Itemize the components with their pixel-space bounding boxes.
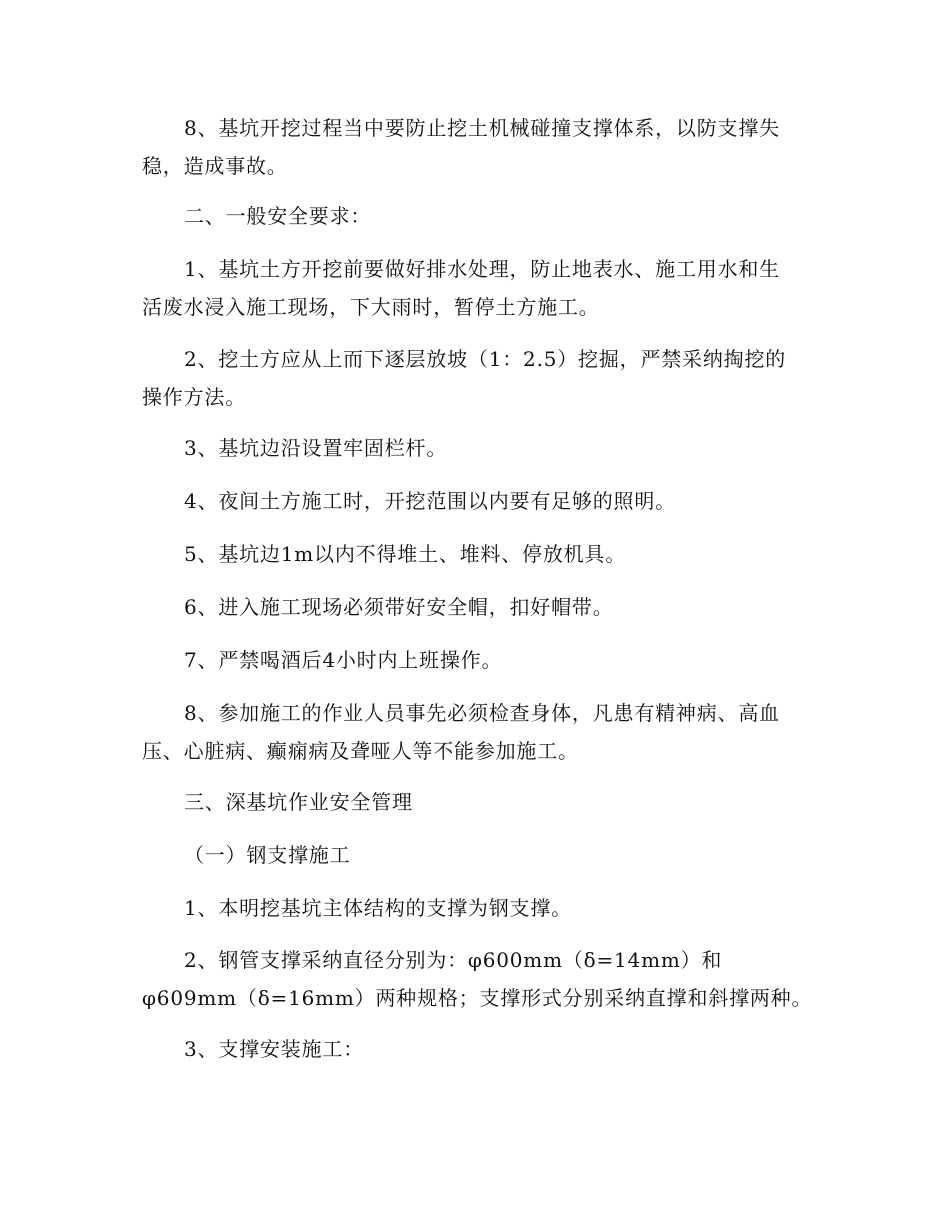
paragraph-edge-clearance — [142, 535, 812, 573]
paragraph-line: 1、基坑土方开挖前要做好排水处理，防止地表水、施工用水和生 — [184, 257, 780, 281]
paragraph-line: 4、夜间土方施工时，开挖范围以内要有足够的照明。 — [184, 489, 676, 513]
paragraph-slope-excavation — [142, 340, 812, 416]
paragraph-line: 8、参加施工的作业人员事先必须检查身体，凡患有精神病、高血 — [184, 701, 780, 725]
paragraph-night-lighting — [142, 482, 812, 520]
paragraph-no-drinking — [142, 641, 812, 679]
paragraph-excavation-collision — [142, 109, 812, 185]
paragraph-line: （一）钢支撑施工 — [184, 843, 351, 867]
paragraph-line: 1、本明挖基坑主体结构的支撑为钢支撑。 — [184, 896, 572, 920]
paragraph-line: 压、心脏病、癫痫病及聋哑人等不能参加施工。 — [142, 739, 579, 763]
paragraph-line: 活废水浸入施工现场，下大雨时，暂停土方施工。 — [142, 295, 600, 319]
paragraph-line: 3、基坑边沿设置牢固栏杆。 — [184, 436, 448, 460]
paragraph-drainage — [142, 250, 812, 326]
paragraph-railing — [142, 429, 812, 467]
paragraph-line: 操作方法。 — [142, 385, 246, 409]
paragraph-helmet — [142, 588, 812, 626]
paragraph-line: 3、支撑安装施工： — [184, 1037, 364, 1061]
paragraph-line: 2、钢管支撑采纳直径分别为：φ600mm（δ=14mm）和 — [184, 948, 723, 972]
paragraph-health-check — [142, 694, 812, 770]
subheading-steel-support — [142, 836, 812, 874]
paragraph-line: 三、深基坑作业安全管理 — [184, 790, 413, 814]
heading-deep-pit-management — [142, 783, 812, 821]
paragraph-line: 二、一般安全要求： — [184, 204, 372, 228]
paragraph-support-type — [142, 889, 812, 927]
paragraph-installation — [142, 1030, 812, 1068]
paragraph-line: 6、进入施工现场必须带好安全帽，扣好帽带。 — [184, 595, 614, 619]
paragraph-line: 7、严禁喝酒后4小时内上班操作。 — [184, 648, 503, 672]
paragraph-line: 2、挖土方应从上而下逐层放坡（1：2.5）挖掘，严禁采纳掏挖的 — [184, 347, 787, 371]
heading-general-safety — [142, 197, 812, 235]
paragraph-pipe-specs — [142, 941, 812, 1017]
paragraph-line: 8、基坑开挖过程当中要防止挖土机械碰撞支撑体系，以防支撑失 — [184, 116, 780, 140]
paragraph-line: 5、基坑边1m以内不得堆土、堆料、停放机具。 — [184, 542, 627, 566]
paragraph-line: φ609mm（δ=16mm）两种规格；支撑形式分别采纳直撑和斜撑两种。 — [142, 986, 813, 1010]
paragraph-line: 稳，造成事故。 — [142, 154, 288, 178]
